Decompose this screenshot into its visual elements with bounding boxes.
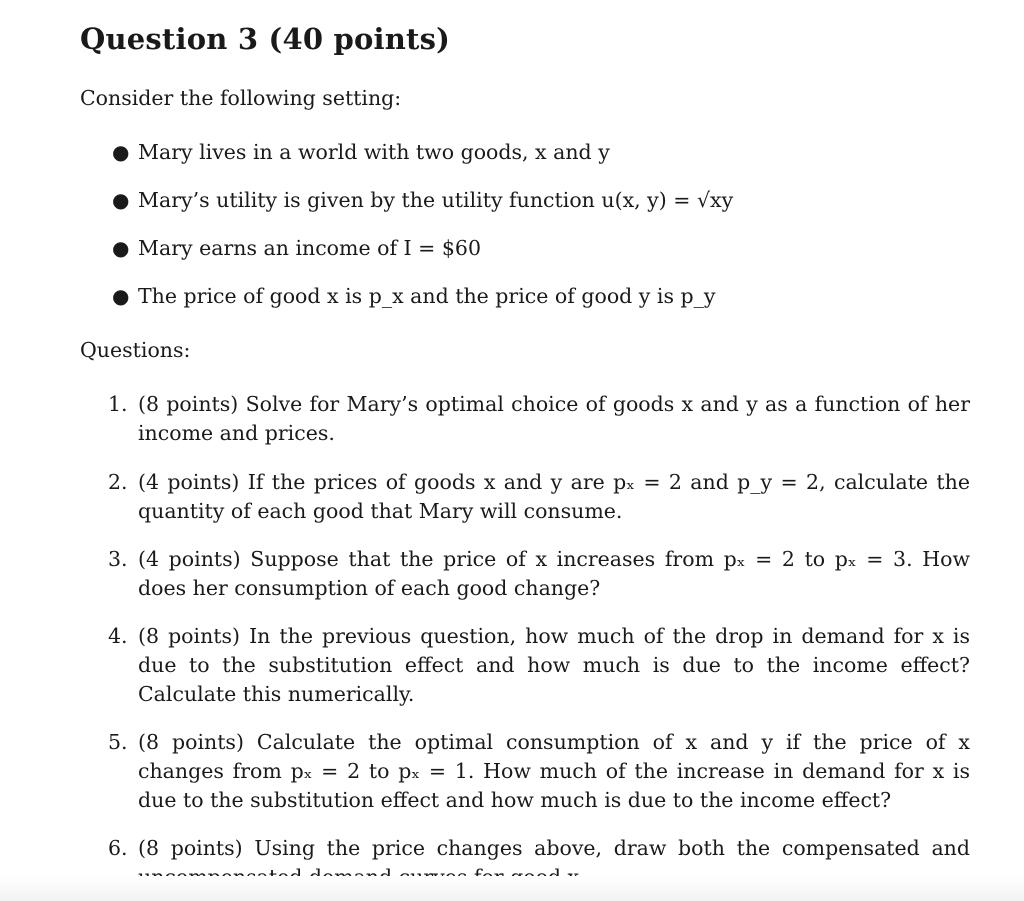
question-text: (8 points) Using the price changes above, draw both the compensated and [138,836,970,860]
bullet-icon: ● [112,284,130,308]
question-item [108,622,970,709]
question-title: Question 3 (40 points) [80,22,451,56]
question-text: (8 points) In the previous question, how much of the drop in demand for x is due to the substitution effect and how much is due to the income effect? Calculate this numerically. [138,624,970,706]
bullet-text: Mary earns an income of I = $60 [138,236,481,260]
question-number: 3. [108,547,128,571]
question-item [108,545,970,603]
setting-list [112,138,733,330]
list-item [112,186,733,234]
bullet-icon: ● [112,188,130,212]
list-item [112,234,733,282]
intro-text: Consider the following setting: [80,86,402,110]
question-text: (4 points) Suppose that the price of x increases from pₓ = 2 to pₓ = 3. How does her consumption of each good change? [138,547,970,600]
questions-label: Questions: [80,338,191,362]
question-number: 4. [108,624,128,648]
bullet-icon: ● [112,236,130,260]
question-number: 6. [108,836,128,860]
question-number: 1. [108,392,128,416]
bullet-text: Mary lives in a world with two goods, x and y [138,140,610,164]
question-item [108,728,970,815]
question-item [108,390,970,448]
question-text: (8 points) Calculate the optimal consumption of x and y if the price of x changes from pₓ = 2 to pₓ = 1. How much of the increase in demand for x is due to the substitution effect and how much is due to the income effect? [138,730,970,812]
question-number: 2. [108,470,128,494]
question-number: 5. [108,730,128,754]
question-text: (8 points) Solve for Mary’s optimal choice of goods x and y as a function of her income and prices. [138,392,970,445]
bullet-icon: ● [112,140,130,164]
list-item [112,138,733,186]
question-item [108,468,970,526]
price-symbol: p_x [368,284,404,308]
page-bottom-shade [0,876,1024,901]
question-text: (4 points) If the prices of goods x and y are pₓ = 2 and p_y = 2, calculate the quantity of each good that Mary will consume. [138,470,970,523]
list-item [112,282,733,330]
utility-formula: u(x, y) = √xy [601,188,734,212]
bullet-text: The price of good x is p_x and the price of good y is p_y [138,284,716,308]
bullet-text: Mary’s utility is given by the utility function u(x, y) = √xy [138,188,734,212]
